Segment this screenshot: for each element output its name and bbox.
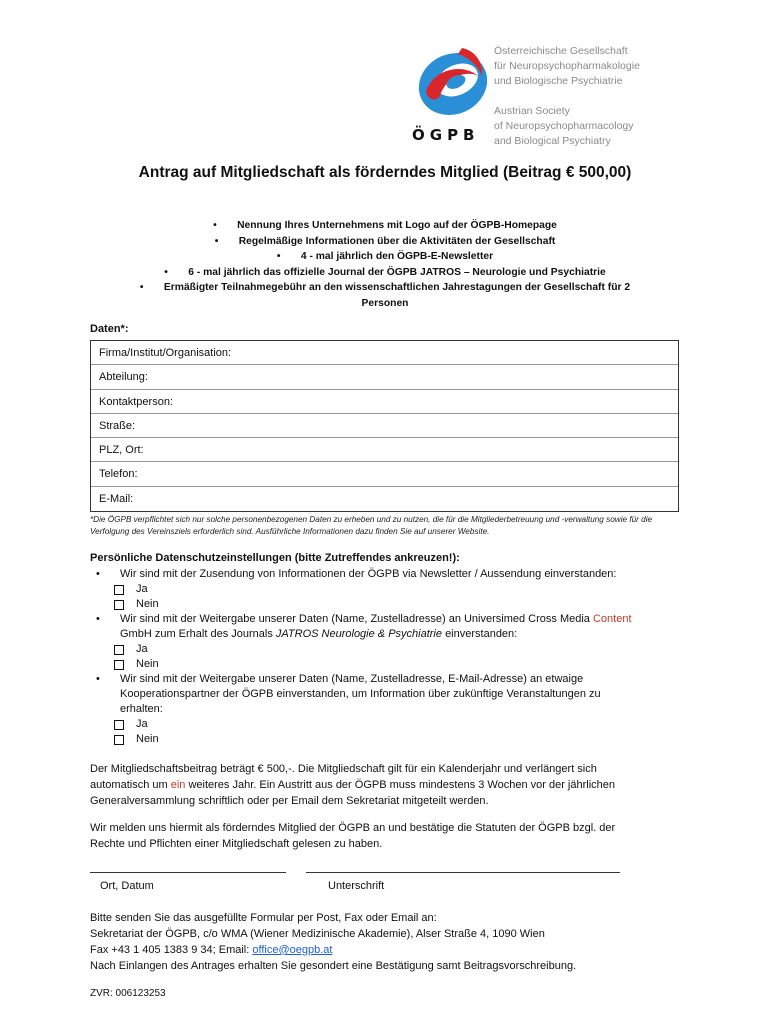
field-contact-person[interactable]: Kontaktperson: [91,390,678,414]
benefit-item: • 4 - mal jährlich den ÖGPB-E-Newsletter [276,251,494,263]
option-yes[interactable]: Ja [90,717,690,732]
checkbox-icon[interactable] [114,735,124,745]
society-de-line: Österreichische Gesellschaft [494,45,628,57]
field-organisation[interactable]: Firma/Institut/Organisation: [91,341,678,365]
benefit-item: • Nennung Ihres Unternehmens mit Logo auf der ÖGPB-Homepage [213,220,557,231]
privacy-question: • Wir sind mit der Weitergabe unserer Daten (Name, Zustelladresse) an Universimed Cross Media Content GmbH zum Erhalt des Journals JATROS Neurologie & Psychiatrie einverstanden: [96,613,632,640]
society-de-line: und Biologische Psychiatrie [494,75,623,87]
zvr-number: ZVR: 006123253 [90,988,166,999]
option-no[interactable]: Nein [90,732,690,747]
option-yes[interactable]: Ja [90,642,690,657]
contact-paragraph: Bitte senden Sie das ausgefüllte Formular per Post, Fax oder Email an: Sekretariat der ÖGPB, c/o WMA (Wiener Medizinische Akademie), Alser Straße 4, 1090 Wien Fax +43 1 405 1383 9 34; Email: office@oegpb.at Nach Einlangen des Antrages erhalten Sie gesondert eine Bestätigung samt Beitragsvorschreibung. [90,912,577,972]
signature-line[interactable] [306,872,620,873]
form-label: Daten*: [90,323,129,335]
fee-paragraph: Der Mitgliedschaftsbeitrag beträgt € 500,-. Die Mitgliedschaft gilt für ein Kalenderjahr und verlängert sich automatisch um ein weiteres Jahr. Ein Austritt aus der ÖGPB muss mindestens 3 Wochen vor der jährlichen Generalversammlung schriftlich oder per Email dem Sekretariat mitgeteilt werden. [90,763,616,807]
page-title: Antrag auf Mitgliedschaft als förderndes Mitglied (Beitrag € 500,00) [138,164,632,181]
checkbox-icon[interactable] [114,645,124,655]
benefits-list [90,218,680,312]
data-form [90,340,679,512]
privacy-question: • Wir sind mit der Weitergabe unserer Daten (Name, Zustelladresse, E-Mail-Adresse) an etwaige Kooperationspartner der ÖGPB einverstanden, um Information über zukünftige Veranstaltungen zu erhalten: [96,673,601,715]
society-en-line: Austrian Society [494,105,570,117]
benefit-item: • Regelmäßige Informationen über die Aktivitäten der Gesellschaft [214,235,556,247]
privacy-settings [90,551,690,747]
benefit-item-continuation: Personen [361,297,409,309]
society-name [494,44,640,149]
society-en-line: and Biological Psychiatry [494,135,611,147]
privacy-heading: Persönliche Datenschutzeinstellungen (bitte Zutreffendes ankreuzen!): [90,552,460,564]
logo-mark-icon [412,40,494,126]
field-street[interactable]: Straße: [91,414,678,438]
oegpb-logo [412,40,492,145]
option-yes[interactable]: Ja [90,582,690,597]
logo-text: ÖGPB [412,126,480,144]
checkbox-icon[interactable] [114,585,124,595]
field-department[interactable]: Abteilung: [91,365,678,389]
form-footnote: *Die ÖGPB verpflichtet sich nur solche personenbezogenen Daten zu erheben und zu nutzen, die für die Mitgliederbetreuung und -verwaltung sowie für die Verfolgung des Vereinsziels erforderlich sind. Ausführliche Informationen dazu finden Sie auf unserer Website. [90,515,653,536]
declaration-paragraph: Wir melden uns hiermit als förderndes Mitglied der ÖGPB an und bestätige die Statuten der ÖGPB bzgl. der Rechte und Pflichten einer Mitgliedschaft gelesen zu haben. [90,822,616,850]
privacy-question: • Wir sind mit der Zusendung von Informationen der ÖGPB via Newsletter / Aussendung einverstanden: [96,568,617,580]
society-en-line: of Neuropsychopharmacology [494,120,634,132]
email-link[interactable]: office@oegpb.at [252,944,333,956]
signature-label: Unterschrift [328,880,385,892]
field-zip-city[interactable]: PLZ, Ort: [91,438,678,462]
option-no[interactable]: Nein [90,657,690,672]
checkbox-icon[interactable] [114,600,124,610]
checkbox-icon[interactable] [114,660,124,670]
checkbox-icon[interactable] [114,720,124,730]
benefit-item: • 6 - mal jährlich das offizielle Journal der ÖGPB JATROS – Neurologie und Psychiatrie [164,266,606,278]
society-de-line: für Neuropsychopharmakologie [494,60,640,72]
place-date-label: Ort, Datum [100,880,154,892]
place-date-line[interactable] [90,872,286,873]
option-no[interactable]: Nein [90,597,690,612]
benefit-item: • Ermäßigter Teilnahmegebühr an den wissenschaftlichen Jahrestagungen der Gesellschaft für 2 [139,282,631,294]
field-email[interactable]: E-Mail: [99,492,134,505]
field-phone[interactable]: Telefon: [91,462,678,486]
